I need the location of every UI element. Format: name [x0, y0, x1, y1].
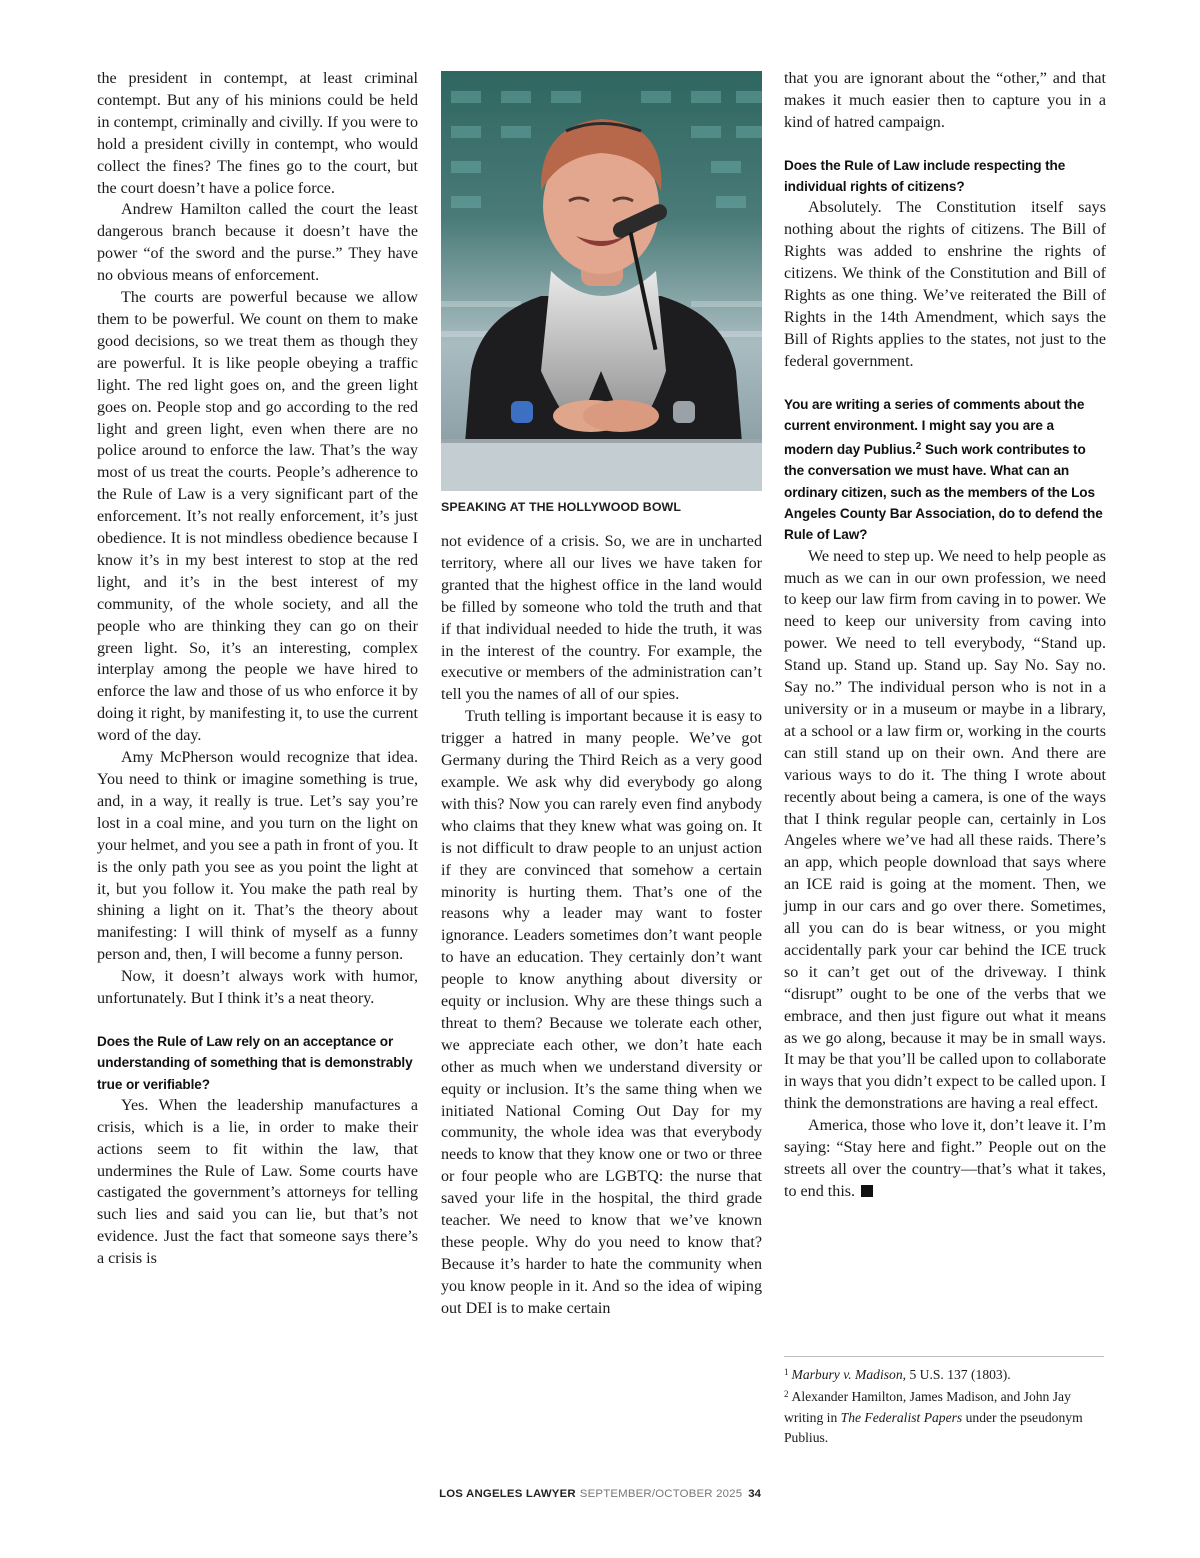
interview-question: Does the Rule of Law include respecting the individual rights of citizens?: [784, 157, 1066, 195]
page-footer: [0, 1488, 1200, 1500]
paragraph: that you are ignorant about the “other,” and that makes it much easier then to capture you in a kind of hatred campaign.: [784, 70, 1106, 131]
footnote-number: 1: [784, 1367, 789, 1377]
paragraph: The courts are powerful because we allow them to be powerful. We count on them to make good decisions, so we treat them as though they are powerful. It is like people obeying a traffic light. The red light goes on, and the green light goes on. People stop and go according to the red light and green light, even when there are no police around to enforce the law. That’s the way most of us treat the courts. People’s adherence to the Rule of Law is a very significant part of the enforcement. It’s not really enforcement, it’s just obedience. It is not mindless obedience because I know it’s in my best interest to stop at the red light, and it’s in the best interest of my community, of the whole society, and all the people who are thinking they can go on their green light. So, it’s an interesting, complex interplay among the people we have hired to enforce the law and those of us who enforce it by doing it right, by manifesting it, to use the current word of the day.: [97, 289, 418, 745]
paragraph: Now, it doesn’t always work with humor, unfortunately. But I think it’s a neat theory.: [97, 968, 418, 1008]
footnote-text: , 5 U.S. 137 (1803).: [902, 1367, 1011, 1382]
book-title: The Federalist Papers: [840, 1409, 963, 1425]
paragraph: [784, 1115, 1106, 1203]
question-text: Such work contributes to the conversation we must have. What can an ordinary citizen, such as the members of the Los Angeles County Bar Association, do to defend the Rule of Law?: [784, 442, 1103, 543]
photo-caption: SPEAKING AT THE HOLLYWOOD BOWL: [441, 500, 682, 514]
end-mark-icon: [861, 1185, 873, 1197]
issue-date: SEPTEMBER/OCTOBER 2025: [579, 1488, 743, 1500]
footnote-text: Alexander Hamilton, James Madison, and John Jay writing in: [784, 1389, 1071, 1425]
interview-question: [784, 394, 1106, 546]
paragraph: We need to step up. We need to help people as much as we can in our own profession, we need to keep our law firm from caving in to power. We need to keep our university from caving into power. We need to tell everybody, “Stand up. Stand up. Stand up. Stand up. Say No. Say no. Say no.” The individual person who is not in a university or in a museum or maybe in a library, at a school or a law firm or, working in the courts can still stand up on their own. And there are various ways to do it. The thing I wrote about recently about being a camera, is one of the ways that I think regular people can, certainly in Los Angeles where we’ve had all these raids. There’s an app, which people download that says where an ICE raid is going at the moment. Then, we jump in our cars and go over there. Sometimes, all you can do is bear witness, or you might accidentally park your car behind the ICE truck so it can’t get out of the driveway. I think “disrupt” ought to be one of the verbs that we embrace, and then just figure out what it means as we go along, because it may be in small ways. It may be that you’ll be called upon to collaborate in ways that you didn’t expect to be called upon. I think the demonstrations are having a real effect.: [784, 547, 1106, 1113]
paragraph: not evidence of a crisis. So, we are in uncharted territory, where all our lives we have taken for granted that the highest office in the land would be filled by someone who told the truth and that if that individual needed to hide the truth, it was in the interest of the country. For example, the executive or members of the administration can’t tell you the names of all of our spies.: [441, 533, 762, 704]
paragraph: Truth telling is important because it is easy to trigger a hatred in many people. We’ve got Germany during the Third Reich as a very good example. We ask why did everybody go along with this? Now you can rarely even find anybody who claims that they knew what was going on. It is not difficult to draw people to an unjust action if they are convinced that somehow a certain minority is hurting them. That’s one of the reasons why a leader may want to foster ignorance. Leaders sometimes don’t want people to have an education. They certainly don’t want people to know anything about diversity or equity or inclusion. Why are these things such a threat to them? Because we tolerate each other, we appreciate each other, we don’t hate each other as much when we understand diversity or equity or inclusion. It’s the same thing when we initiated National Coming Out Day for my community, the whole idea was that everybody needs to know that they know one or two or three or four people who are LGBTQ: the nurse that saved your life in the hospital, the third grade teacher. We need to know that we’ve known these people. Why do you need to know that? Because it’s harder to hate the community when you know people in it. And so the idea of wiping out DEI is to make certain: [441, 708, 762, 1317]
paragraph: the president in contempt, at least criminal contempt. But any of his minions could be held in contempt, criminally and civilly. If you were to hold a president civilly in contempt, who would collect the fines? The fines go to the court, but the court doesn’t have a police force.: [97, 70, 418, 197]
paragraph: Andrew Hamilton called the court the least dangerous branch because it doesn’t have the power “of the sword and the purse.” They have no obvious means of enforcement.: [97, 201, 418, 285]
footnote-divider: [784, 1356, 1104, 1357]
paragraph: Yes. When the leadership manufactures a crisis, which is a lie, in order to make their actions seem to fit within the law, that undermines the Rule of Law. Some courts have castigated the government’s attorneys for telling such lies and said you can lie, but that’s not evidence. Just the fact that someone says there’s a crisis is: [97, 1096, 418, 1268]
footnote-1: [784, 1362, 1106, 1386]
speaker-illustration: [441, 71, 762, 491]
article-column-2: [441, 531, 762, 1320]
question-text: You are writing a series of comments about the current environment. I might say you are a modern day Publius.: [784, 396, 1085, 458]
paragraph: Amy McPherson would recognize that idea. You need to think or imagine something is true, and, in a way, it really is true. Let’s say you’re lost in a coal mine, and you turn on the light on your helmet, and you see a path in front of you. It is the only path you see as you point the light at it, but you follow it. You make the path real by shining a light on it. That’s the theory about manifesting: I will think of myself as a funny person and, then, I will become a funny person.: [97, 749, 418, 964]
footnote-2: [784, 1384, 1106, 1449]
article-column-1: [97, 68, 418, 1270]
publication-name: LOS ANGELES LAWYER: [439, 1488, 576, 1500]
footnote-number: 2: [784, 1389, 789, 1399]
footnote-ref: 2: [915, 441, 922, 453]
case-name: Marbury v. Madison: [791, 1367, 903, 1382]
speaker-photo: [441, 71, 762, 491]
paragraph: Absolutely. The Constitution itself says nothing about the rights of citizens. The Bill of Rights was added to enshrine the rights of citizens. We think of the Constitution and Bill of Rights as one thing. We’ve reiterated the Bill of Rights in the 14th Amendment, which says the Bill of Rights applies to the states, not just to the federal government.: [784, 199, 1106, 370]
footnote-text: under the pseudonym Publius.: [784, 1409, 1083, 1445]
article-column-3: [784, 68, 1106, 1203]
page-number: 34: [748, 1488, 761, 1500]
interview-question: Does the Rule of Law rely on an acceptance or understanding of something that is demonstrably true or verifiable?: [97, 1033, 413, 1092]
paragraph-text: America, those who love it, don’t leave it. I’m saying: “Stay here and fight.” People out on the streets all over the country—that’s what it takes, to end this.: [784, 1117, 1106, 1200]
